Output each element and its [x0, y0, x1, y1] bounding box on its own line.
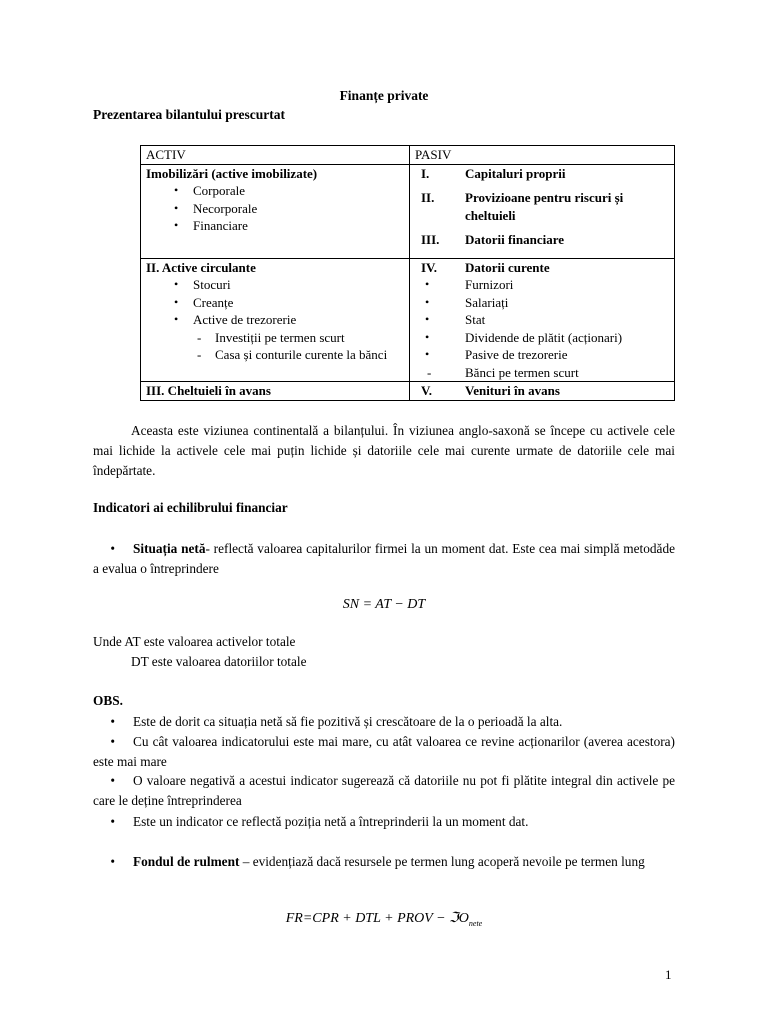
paragraph-fondul-de-rulment [93, 852, 675, 872]
item-text: Venituri în avans [465, 383, 560, 398]
pasiv-item [415, 259, 669, 277]
formula-fr-subscript: nete [468, 918, 483, 928]
formula-sn: SN = AT − DT [342, 597, 426, 612]
list-item: • Necorporale [146, 200, 404, 218]
item-number: I. [421, 165, 430, 181]
paragraph: Aceasta este viziunea continentală a bilanțului. În viziunea anglo-saxonă se începe cu activele cele mai lichide la activele cele mai puțin lichide și datoriile cele mai curente urmate de datoriile cele mai îndepărtate. [93, 423, 675, 478]
table-row [141, 164, 675, 258]
list-item: • Furnizori [415, 276, 669, 294]
activ-imobilizari-cell [141, 164, 410, 258]
obs-text: Este un indicator ce reflectă poziția netă a întreprinderii la un moment dat. [133, 814, 529, 829]
item-text: Datorii curente [465, 259, 550, 275]
table-header-row [141, 146, 675, 165]
bullet: • [110, 541, 115, 556]
header-pasiv: PASIV [410, 146, 675, 165]
term-definition: – evidențiază dacă resursele pe termen lung acoperă nevoile pe termen lung [239, 854, 645, 869]
pasiv-datorii-curente-cell [410, 258, 675, 382]
sub-list-item: - Bănci pe termen scurt [415, 364, 669, 382]
obs-text: Cu cât valoarea indicatorului este mai mare, cu atât valoarea ce revine acționarilor (averea acestora) este mai mare [93, 734, 675, 769]
list-item: • Stat [415, 311, 669, 329]
item-number: V. [421, 383, 432, 398]
activ-circulante-cell [141, 258, 410, 382]
list-item [93, 732, 675, 772]
section-subtitle: Prezentarea bilantului prescurtat [93, 107, 285, 122]
sub-list-item: - Investiții pe termen scurt [146, 329, 404, 347]
term-label: Fondul de rulment [133, 854, 240, 869]
item-text: Datorii financiare [465, 232, 565, 247]
list-item: • Salariați [415, 294, 669, 312]
term-label: Situația netă [133, 541, 206, 556]
activ-group-head: Imobilizări (active imobilizate) [146, 165, 318, 181]
bullet: • [110, 854, 115, 869]
item-number: IV. [421, 259, 438, 275]
item-number: II. [421, 190, 435, 205]
pasiv-item [415, 231, 669, 249]
table-row [141, 258, 675, 382]
bullet: • [110, 773, 115, 788]
bullet: • [110, 734, 115, 749]
pasiv-capitaluri-cell [410, 164, 675, 258]
obs-heading: OBS. [93, 693, 123, 708]
list-item: • Dividende de plătit (acționari) [415, 329, 669, 347]
table-row [141, 382, 675, 401]
list-item [93, 812, 675, 832]
term-definition: - reflectă valoarea capitalurilor firmei la un moment dat. Este cea mai simplă metodăde a evalua o întreprindere [93, 541, 675, 576]
list-item: • Financiare [146, 217, 404, 235]
sub-list-item: - Casa și conturile curente la bănci [146, 346, 404, 364]
formula-fr-main: FR=CPR + DTL + PROV − ℑO [285, 911, 469, 926]
item-number: III. [421, 232, 440, 247]
bullet: • [110, 714, 115, 729]
page-number: 1 [665, 967, 672, 982]
item-text: Provizioane pentru riscuri și cheltuieli [465, 190, 624, 223]
list-item: • Active de trezorerie [146, 311, 404, 329]
activ-cheltuieli-cell: III. Cheltuieli în avans [141, 382, 410, 401]
section-heading: Indicatori ai echilibrului financiar [93, 500, 288, 515]
paragraph-situatia-neta [93, 539, 675, 579]
list-item [93, 712, 675, 732]
pasiv-item [415, 165, 669, 183]
header-activ: ACTIV [141, 146, 410, 165]
pasiv-item [415, 382, 669, 400]
bullet: • [110, 814, 115, 829]
item-text: Capitaluri proprii [465, 165, 566, 181]
pasiv-item [415, 189, 669, 224]
activ-group-head: II. Active circulante [146, 259, 256, 275]
list-item [93, 771, 675, 811]
balance-sheet-table [140, 145, 675, 401]
formula-legend-line: DT este valoarea datoriilor totale [131, 654, 307, 669]
formula-legend-line: Unde AT este valoarea activelor totale [93, 634, 296, 649]
page-title: Finanțe private [339, 88, 429, 103]
formula-fr [0, 910, 768, 928]
list-item: • Pasive de trezorerie [415, 346, 669, 364]
list-item: • Creanțe [146, 294, 404, 312]
list-item: • Stocuri [146, 276, 404, 294]
list-item: • Corporale [146, 182, 404, 200]
obs-text: Este de dorit ca situația netă să fie pozitivă și crescătoare de la o perioadă la alta. [133, 714, 563, 729]
obs-text: O valoare negativă a acestui indicator sugerează că datoriile nu pot fi plătite integral din activele pe care le deține întreprinderea [93, 773, 675, 808]
pasiv-venituri-cell [410, 382, 675, 401]
